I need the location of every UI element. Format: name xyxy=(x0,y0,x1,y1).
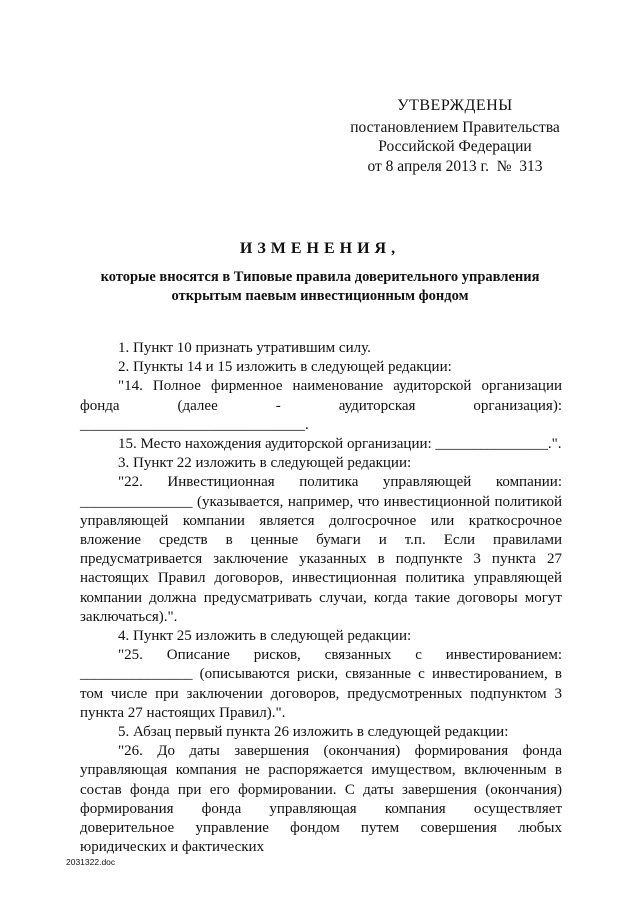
approval-line-2: Российской Федерации xyxy=(378,138,532,155)
approval-date-line: от 8 апреля 2013 г. № 313 xyxy=(367,157,543,175)
approval-heading: УТВЕРЖДЕНЫ xyxy=(397,97,513,114)
subtitle-line-2: открытым паевым инвестиционным фондом xyxy=(171,288,469,304)
paragraph-9: 5. Абзац первый пункта 26 изложить в следующей редакции: xyxy=(118,724,509,741)
paragraph-8: "25. Описание рисков, связанных с инвестированием: _______________ (описываются риски, связанные с инвестированием, в том числе при заключении договоров, предусмотренных подпунктом 3 пункта 27 настоящих Правил).". xyxy=(80,647,562,721)
paragraph-5: 3. Пункт 22 изложить в следующей редакции: xyxy=(118,455,412,472)
subtitle-line-1: которые вносятся в Типовые правила доверительного управления xyxy=(100,269,540,285)
paragraph-7: 4. Пункт 25 изложить в следующей редакции: xyxy=(118,628,412,645)
paragraph-1: 1. Пункт 10 признать утратившим силу. xyxy=(118,340,371,356)
file-name-footer: 2031322.doc xyxy=(66,857,116,867)
approval-block xyxy=(330,96,580,176)
paragraph-2: 2. Пункты 14 и 15 изложить в следующей редакции: xyxy=(118,359,452,376)
document-body xyxy=(80,339,562,857)
document-subtitle xyxy=(70,268,570,306)
paragraph-3: "14. Полное фирменное наименование аудиторской организации фонда (далее - аудиторская организация): ______________________________. xyxy=(80,378,562,433)
approval-line-1: постановлением Правительства xyxy=(350,118,560,136)
paragraph-10: "26. До даты завершения (окончания) формирования фонда управляющая компания не распоряжается имуществом, включенным в состав фонда при его формировании. С даты завершения (окончания) формирования фонда управляющая компания осуществляет доверительное управление фондом путем совершения любых юридических и фактических xyxy=(80,743,562,856)
document-title: ИЗМЕНЕНИЯ, xyxy=(239,240,401,257)
paragraph-6: "22. Инвестиционная политика управляющей компании: _______________ (указывается, например, что инвестиционной политикой управляющей компании является долгосрочное или краткосрочное вложение средств в ценные бумаги и т.п. Если правилами предусматривается заключение указанных в подпункте 3 пункта 27 настоящих Правил договоров, инвестиционная политика управляющей компании должна предусматривать случаи, когда такие договоры могут заключаться).". xyxy=(80,474,562,625)
paragraph-4: 15. Место нахождения аудиторской организации: _______________.". xyxy=(118,436,562,453)
